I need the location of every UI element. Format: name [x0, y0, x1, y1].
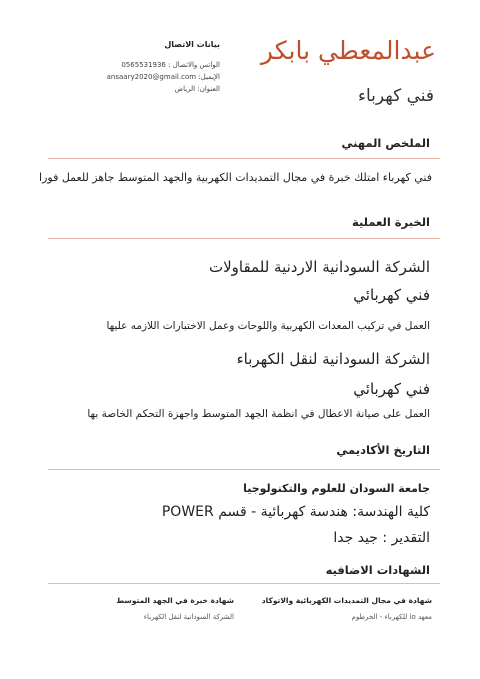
contact-address-line [92, 83, 220, 95]
certificate-item [48, 596, 234, 621]
summary-divider [48, 158, 440, 159]
education-title: التاريخ الأكاديمي [336, 443, 430, 457]
certificates-title: الشهادات الاضافيه [325, 563, 430, 577]
person-name: عبدالمعطي بابكر [260, 36, 436, 65]
phone-value: 0565531936 [121, 61, 166, 69]
experience-description: العمل على صيانة الاعطال في انظمة الجهد المتوسط واجهزة التحكم الخاصة بها [87, 408, 430, 420]
contact-email-line [92, 71, 220, 83]
contact-title: بيانات الاتصال [164, 40, 220, 49]
certificate-title: شهادة خبرة في الجهد المتوسط [116, 596, 234, 605]
certificate-issuer: الشركة السودانية لنقل الكهرباء [143, 613, 234, 621]
experience-title: الخبرة العملية [351, 215, 430, 229]
certificate-issuer: معهد io للكهرباء - الخرطوم [351, 613, 432, 621]
email-label: الإيميل: [198, 73, 220, 81]
experience-description: العمل في تركيب المعدات الكهربية واللوحات وعمل الاختبارات اللازمه عليها [106, 320, 430, 332]
experience-company: الشركة السودانية لنقل الكهرباء [236, 350, 430, 368]
summary-text: فني كهرباء امتلك خبرة في مجال التمديدات الكهربية والجهد المتوسط جاهز للعمل فورا [39, 171, 432, 184]
phone-label: الواتس والاتصال : [168, 61, 220, 69]
contact-block [92, 40, 220, 95]
experience-divider [48, 238, 440, 239]
certificates-divider [48, 583, 440, 584]
job-title: فني كهرباء [357, 86, 434, 106]
education-college: كلية الهندسة: هندسة كهربائية - قسم POWER [161, 504, 430, 520]
experience-role: فني كهربائي [353, 286, 430, 304]
email-value: ansaary2020@gmail.com [106, 73, 197, 81]
address-label: العنوان: [197, 85, 220, 93]
education-divider [48, 469, 440, 470]
experience-company: الشركة السودانية الاردنية للمقاولات [208, 258, 430, 276]
certificate-item [246, 596, 432, 621]
contact-phone-line [92, 59, 220, 71]
experience-role: فني كهربائي [353, 380, 430, 398]
education-grade: التقدير : جيد جدا [333, 530, 430, 546]
summary-title: الملخص المهني [341, 136, 430, 150]
address-value: الرياض [174, 85, 196, 93]
certificate-title: شهادة في مجال التمديدات الكهربائية والاتوكاد [261, 596, 432, 605]
education-university: جامعة السودان للعلوم والتكنولوجيا [243, 482, 430, 495]
